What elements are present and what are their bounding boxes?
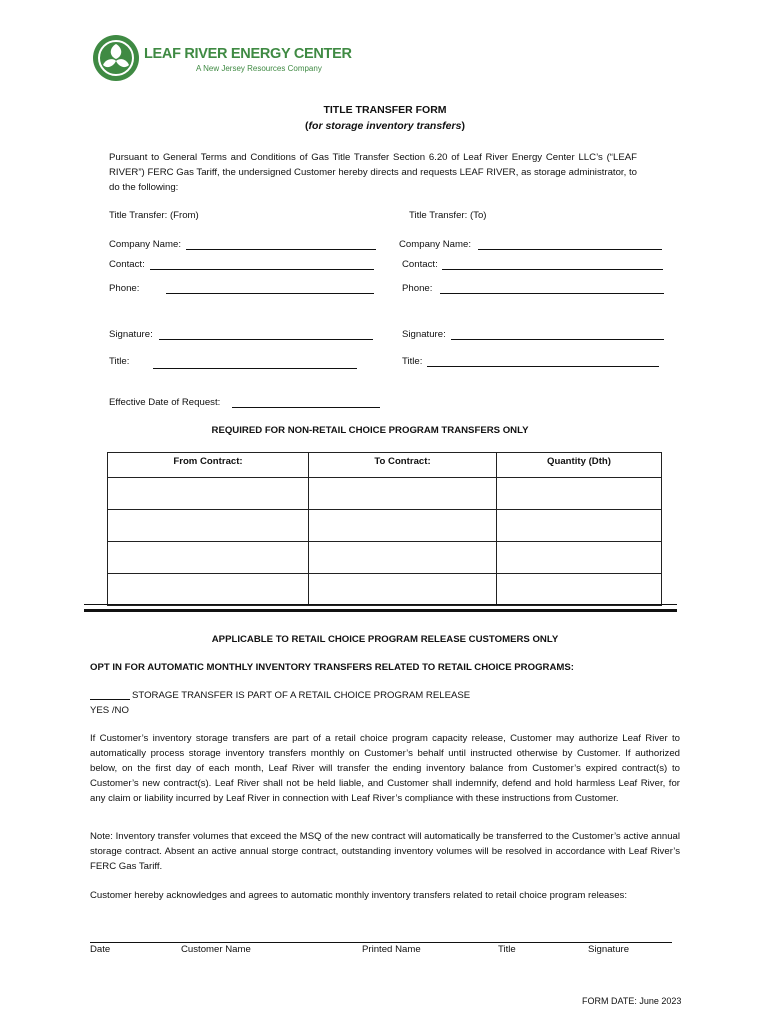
yes-no-label: YES /NO xyxy=(90,705,129,716)
company-to-label: Company Name: xyxy=(399,239,471,250)
phone-to-field[interactable] xyxy=(440,293,664,294)
phone-from-label: Phone: xyxy=(109,283,140,294)
logo-subtitle: A New Jersey Resources Company xyxy=(196,64,322,73)
acknowledge-paragraph: Customer hereby acknowledges and agrees to automatic monthly inventory transfers related to retail choice program releases: xyxy=(90,890,627,901)
section-divider-thin xyxy=(84,604,677,605)
table-cell[interactable] xyxy=(497,542,662,574)
table-cell[interactable] xyxy=(108,542,309,574)
storage-transfer-label: STORAGE TRANSFER IS PART OF A RETAIL CHOICE PROGRAM RELEASE xyxy=(132,690,471,701)
form-subtitle xyxy=(0,120,770,132)
subtitle-italic: for storage inventory transfers xyxy=(308,120,462,132)
company-logo xyxy=(92,34,352,86)
logo-name: LEAF RIVER ENERGY CENTER xyxy=(144,46,352,62)
table-header-row xyxy=(108,453,662,478)
phone-to-label: Phone: xyxy=(402,283,433,294)
table-cell[interactable] xyxy=(497,574,662,606)
company-from-field[interactable] xyxy=(186,249,376,250)
note-paragraph: Note: Inventory transfer volumes that exceed the MSQ of the new contract will automatically be transferred to the Customer’s active annual storage contract. Absent an active annual storge contract, outstanding inventory volumes will be resolved in accordance with Leaf River’s FERC Gas Tariff. xyxy=(90,831,680,872)
table-row xyxy=(108,542,662,574)
table-row xyxy=(108,510,662,542)
signature-to-field[interactable] xyxy=(451,339,664,340)
company-to-field[interactable] xyxy=(478,249,662,250)
header-quantity: Quantity (Dth) xyxy=(497,453,662,478)
form-title: TITLE TRANSFER FORM xyxy=(323,104,447,116)
title-to-label: Title: xyxy=(402,356,423,367)
subtitle-close: ) xyxy=(461,120,465,132)
applicable-heading: APPLICABLE TO RETAIL CHOICE PROGRAM RELEASE CUSTOMERS ONLY xyxy=(211,634,559,645)
effective-date-label: Effective Date of Request: xyxy=(109,397,221,408)
table-cell[interactable] xyxy=(309,574,497,606)
company-from-label: Company Name: xyxy=(109,239,181,250)
section-divider-thick xyxy=(84,609,677,612)
subtitle-open: ( xyxy=(305,120,309,132)
header-to-contract: To Contract: xyxy=(309,453,497,478)
sig-signature-label: Signature xyxy=(588,944,630,955)
signature-from-label: Signature: xyxy=(109,329,153,340)
table-cell[interactable] xyxy=(108,478,309,510)
form-date: FORM DATE: June 2023 xyxy=(582,996,682,1006)
sig-printed-label: Printed Name xyxy=(362,944,421,955)
contact-to-field[interactable] xyxy=(442,269,663,270)
table-row xyxy=(108,478,662,510)
phone-from-field[interactable] xyxy=(166,293,374,294)
title-from-field[interactable] xyxy=(153,368,357,369)
from-header: Title Transfer: (From) xyxy=(109,210,199,221)
leaf-logo-icon xyxy=(92,34,140,82)
sig-title-label: Title xyxy=(498,944,516,955)
authorization-paragraph: If Customer’s inventory storage transfers are part of a retail choice program capacity release, Customer may authorize Leaf River to automatically process storage inventory transfers monthly on Customer’s behalf until instructed otherwise by Customer. If authorized below, on the first day of each month, Leaf River will transfer the ending inventory balance from Customer’s expired contract(s) to Customer’s new contract(s). Leaf River shall not be held liable, and Customer shall indemnify, defend and hold harmless Leaf River, for any claim or liability incurred by Leaf River in connection with Leaf River’s compliance with these instructions from Customer. xyxy=(90,733,680,804)
table-cell[interactable] xyxy=(108,574,309,606)
contract-table xyxy=(107,452,662,606)
sig-customer-label: Customer Name xyxy=(181,944,251,955)
table-cell[interactable] xyxy=(497,478,662,510)
table-cell[interactable] xyxy=(108,510,309,542)
intro-paragraph: Pursuant to General Terms and Conditions of Gas Title Transfer Section 6.20 of Leaf River Energy Center LLC’s (“LEAF RIVER”) FERC Gas Tariff, the undersigned Customer hereby directs and requests LEAF RIVER, as storage administrator, to do the following: xyxy=(109,152,637,193)
table-cell[interactable] xyxy=(309,478,497,510)
table-cell[interactable] xyxy=(497,510,662,542)
storage-transfer-field[interactable] xyxy=(90,699,130,700)
table-row xyxy=(108,574,662,606)
effective-date-field[interactable] xyxy=(232,407,380,408)
contact-from-field[interactable] xyxy=(150,269,374,270)
sig-date-label: Date xyxy=(90,944,111,955)
title-from-label: Title: xyxy=(109,356,130,367)
to-header: Title Transfer: (To) xyxy=(409,210,487,221)
acknowledge-signature-line[interactable] xyxy=(90,942,672,943)
contact-from-label: Contact: xyxy=(109,259,145,270)
header-from-contract: From Contract: xyxy=(108,453,309,478)
table-cell[interactable] xyxy=(309,542,497,574)
contact-to-label: Contact: xyxy=(402,259,438,270)
signature-from-field[interactable] xyxy=(159,339,373,340)
required-heading: REQUIRED FOR NON-RETAIL CHOICE PROGRAM TRANSFERS ONLY xyxy=(211,425,529,436)
signature-to-label: Signature: xyxy=(402,329,446,340)
table-cell[interactable] xyxy=(309,510,497,542)
optin-heading: OPT IN FOR AUTOMATIC MONTHLY INVENTORY TRANSFERS RELATED TO RETAIL CHOICE PROGRAMS: xyxy=(90,662,574,673)
title-to-field[interactable] xyxy=(427,366,659,367)
